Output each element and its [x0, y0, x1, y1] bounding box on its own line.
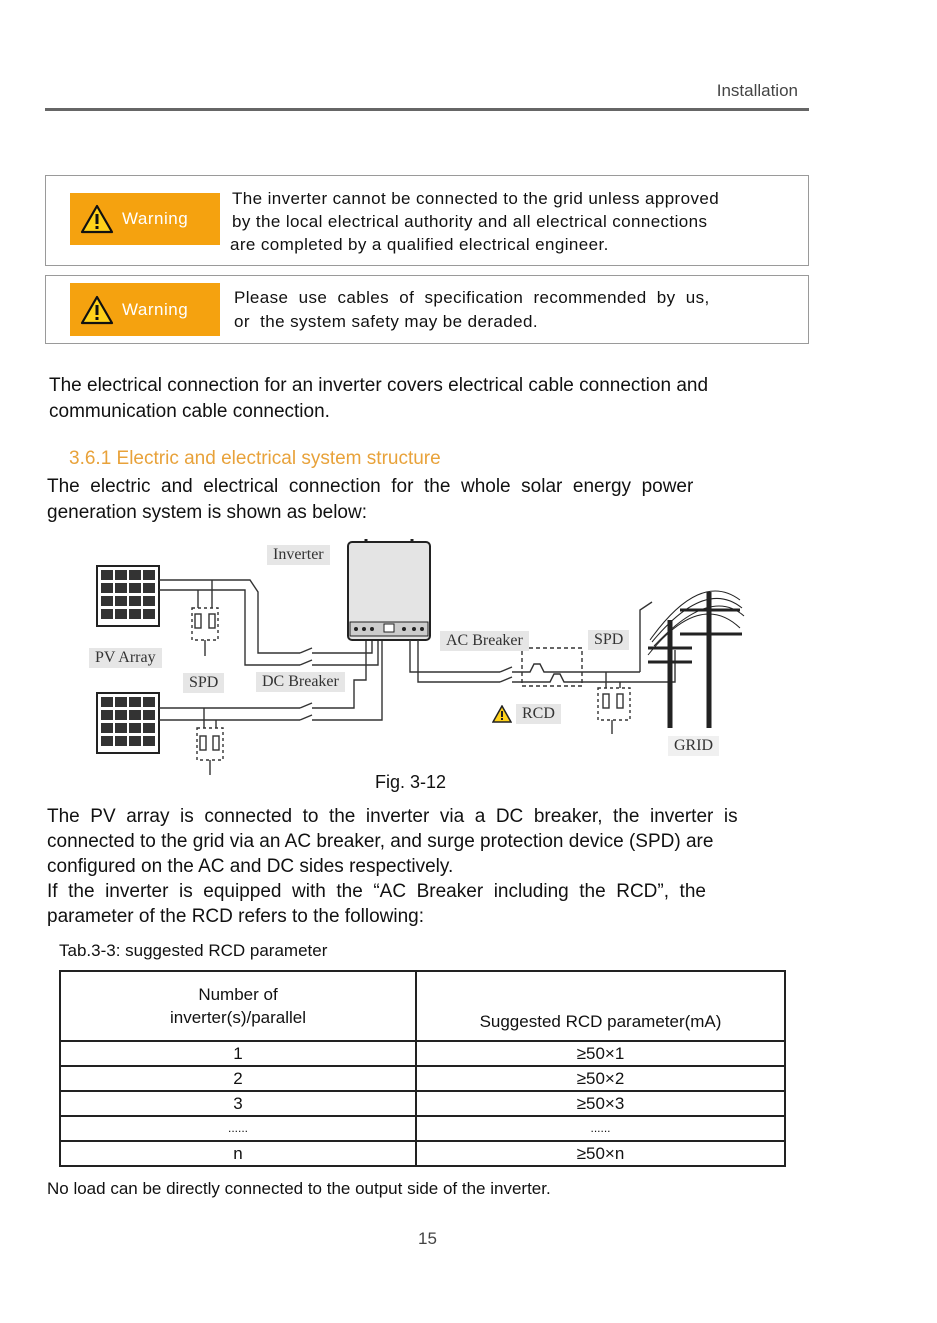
- warning-line: or the system safety may be deraded.: [234, 312, 538, 331]
- text-line: connected to the grid via an AC breaker, and surge protection device (SPD) are: [47, 831, 714, 852]
- diagram-label-ac-breaker: AC Breaker: [440, 631, 529, 651]
- table-cell: 3: [60, 1091, 416, 1116]
- table-cell: 2: [60, 1066, 416, 1091]
- text-line: If the inverter is equipped with the “AC Breaker including the RCD”, the: [47, 881, 706, 902]
- diagram-label-pv-array: PV Array: [89, 648, 162, 668]
- text-line: The PV array is connected to the inverter via a DC breaker, the inverter is: [47, 806, 738, 827]
- diagram-label-grid: GRID: [668, 736, 719, 756]
- pv-panel-top: [97, 566, 159, 626]
- description-paragraph: [47, 804, 738, 929]
- table-row: [60, 1066, 785, 1091]
- text-line: The electric and electrical connection for the whole solar energy power: [47, 476, 694, 497]
- table-caption: Tab.3-3: suggested RCD parameter: [59, 941, 328, 960]
- table-row: [60, 1141, 785, 1166]
- warning-box-2: [45, 275, 809, 344]
- grid-pylons: [648, 591, 744, 728]
- table-header-count: [60, 971, 416, 1041]
- warning-badge: [70, 193, 220, 245]
- warning-text-1: [232, 187, 719, 256]
- table-cell: ≥50×2: [416, 1066, 785, 1091]
- table-cell: ≥50×n: [416, 1141, 785, 1166]
- warning-text-2: [234, 286, 710, 334]
- page-number: 15: [418, 1229, 437, 1248]
- structure-paragraph: [47, 474, 693, 526]
- warning-line: are completed by a qualified electrical engineer.: [230, 235, 609, 254]
- text-line: configured on the AC and DC sides respectively.: [47, 856, 454, 877]
- diagram-label-spd-ac: SPD: [588, 630, 629, 650]
- warning-line: The inverter cannot be connected to the grid unless approved: [232, 189, 720, 208]
- table-header-rcd: [416, 971, 785, 1041]
- table-cell: ......: [416, 1116, 785, 1141]
- header-divider: [45, 108, 809, 111]
- pv-panel-bottom: [97, 693, 159, 753]
- rcd-warning-icon: [492, 705, 512, 723]
- text-line: generation system is shown as below:: [47, 502, 367, 523]
- figure-caption: Fig. 3-12: [375, 772, 447, 792]
- diagram-label-rcd: RCD: [516, 704, 561, 724]
- table-row: [60, 1041, 785, 1066]
- footnote: No load can be directly connected to the output side of the inverter.: [47, 1179, 551, 1198]
- text-line: communication cable connection.: [49, 401, 330, 422]
- warning-label: Warning: [122, 299, 189, 319]
- header-line: inverter(s)/parallel: [169, 1007, 307, 1027]
- diagram-label-spd-dc: SPD: [183, 673, 224, 693]
- table-cell: ≥50×1: [416, 1041, 785, 1066]
- table-row: [60, 1091, 785, 1116]
- warning-line: by the local electrical authority and all electrical connections: [232, 212, 708, 231]
- table-cell: n: [60, 1141, 416, 1166]
- table-cell: 1: [60, 1041, 416, 1066]
- inverter-unit: [348, 539, 430, 640]
- warning-label: Warning: [122, 209, 189, 228]
- warning-triangle-icon: [80, 295, 114, 325]
- rcd-parameter-table: [59, 970, 786, 1167]
- header-section-title: Installation: [716, 81, 798, 100]
- table-row: [60, 1116, 785, 1141]
- table-cell: ......: [60, 1116, 416, 1141]
- intro-paragraph: [49, 373, 708, 425]
- text-line: parameter of the RCD refers to the following:: [47, 906, 425, 927]
- table-cell: ≥50×3: [416, 1091, 785, 1116]
- section-heading: 3.6.1 Electric and electrical system structure: [69, 448, 441, 469]
- diagram-label-inverter: Inverter: [267, 545, 330, 565]
- table-header-row: [60, 971, 785, 1041]
- warning-line: Please use cables of specification recommended by us,: [234, 288, 710, 307]
- header-line: Suggested RCD parameter(mA): [479, 1012, 722, 1031]
- text-line: The electrical connection for an inverter covers electrical cable connection and: [49, 375, 709, 396]
- warning-badge: [70, 283, 220, 336]
- warning-triangle-icon: [80, 204, 114, 234]
- diagram-label-dc-breaker: DC Breaker: [256, 672, 345, 692]
- warning-box-1: [45, 175, 809, 266]
- header-line: Number of: [198, 984, 278, 1004]
